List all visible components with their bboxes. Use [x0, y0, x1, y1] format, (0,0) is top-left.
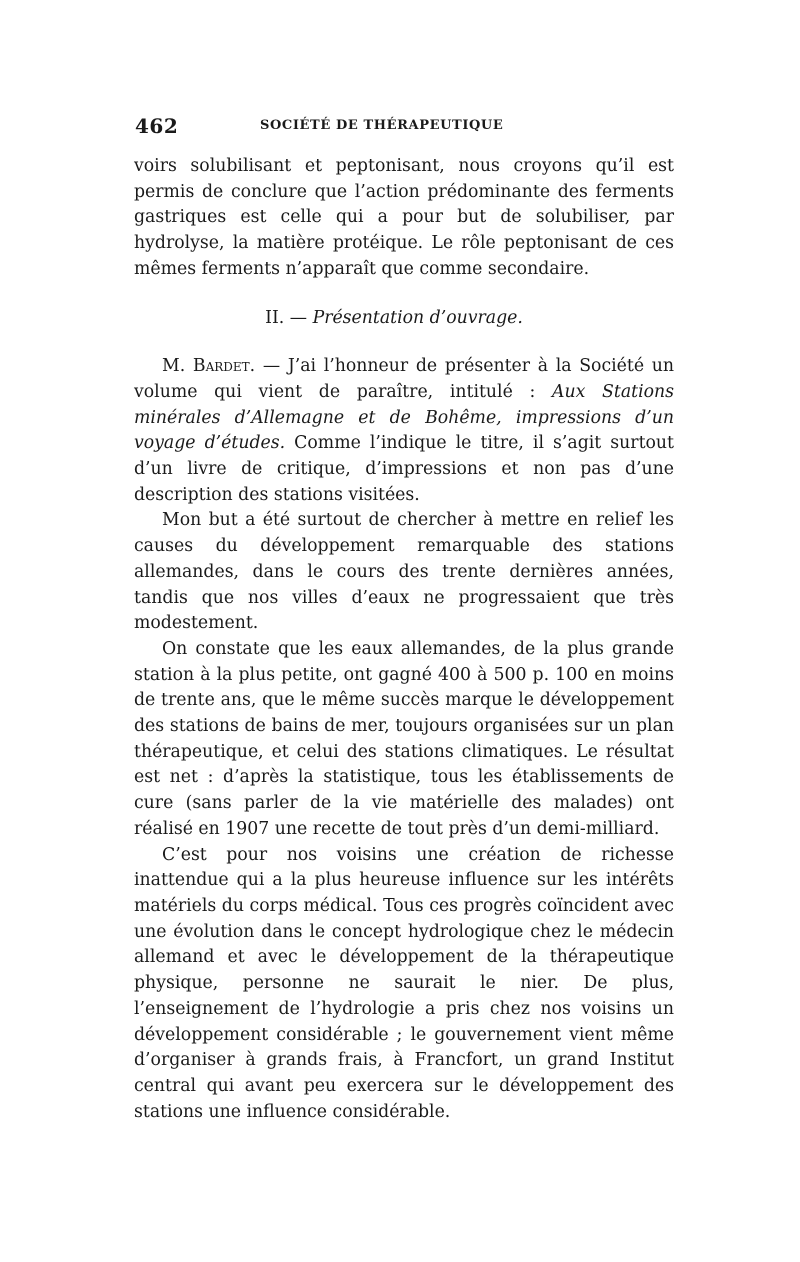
- page-number: 462: [135, 114, 179, 138]
- body-text: [134, 154, 674, 1125]
- speaker-initial: M.: [162, 356, 186, 377]
- speaker-name: Bardet.: [192, 356, 256, 377]
- section-number: II. —: [265, 307, 308, 328]
- paragraph-presentation: [134, 354, 674, 508]
- paragraph-conclusion: C’est pour nos voisins une création de richesse inattendue qui a la plus heureuse influence sur les intérêts matériels du corps médical. Tous ces progrès coïncident avec une évolution dans le concept hydrologique chez le médecin allemand et avec le développement de la thérapeutique physique, personne ne saurait le nier. De plus, l’enseignement de l’hydrologie a pris chez nos voisins un développement considérable ; le gouvernement vient même d’organiser à grands frais, à Francfort, un grand Institut central qui avant peu exercera sur le développement des stations une influence considérable.: [134, 844, 674, 1122]
- section-heading: [134, 306, 674, 332]
- presentation-intro: — J’ai l’honneur de présenter à la Société un volume qui vient de paraître, intitulé :: [134, 356, 674, 402]
- section-title: Présentation d’ouvrage.: [312, 307, 523, 328]
- presentation-outro: Comme l’indique le titre, il s’agit surtout d’un livre de critique, d’impressions et non pas d’une description des stations visitées.: [134, 433, 674, 505]
- paragraph-statistics: On constate que les eaux allemandes, de la plus grande station à la plus petite, ont gagné 400 à 500 p. 100 en moins de trente ans, que le même succès marque le développement des stations de bains de mer, toujours organisées sur un plan thérapeutique, et celui des stations climatiques. Le résultat est net : d’après la statistique, tous les établissements de cure (sans parler de la vie matérielle des malades) ont réalisé en 1907 une recette de tout près d’un demi-milliard.: [134, 638, 674, 839]
- paragraph-continuation: voirs solubilisant et peptonisant, nous croyons qu’il est permis de conclure que l’action prédominante des ferments gastriques est celle qui a pour but de solubiliser, par hydrolyse, la matière protéique. Le rôle peptonisant de ces mêmes ferments n’apparaît que comme secondaire.: [134, 156, 674, 279]
- paragraph-aim: Mon but a été surtout de chercher à mettre en relief les causes du développement remarquable des stations allemandes, dans le cours des trente dernières années, tandis que nos villes d’eaux ne progressaient que très modestement.: [134, 510, 674, 634]
- running-head: SOCIÉTÉ DE THÉRAPEUTIQUE: [260, 118, 504, 133]
- page-header: [135, 114, 675, 144]
- book-title: Aux Stations minérales d’Allemagne et de Bohême, impressions d’un voyage d’études.: [134, 381, 675, 454]
